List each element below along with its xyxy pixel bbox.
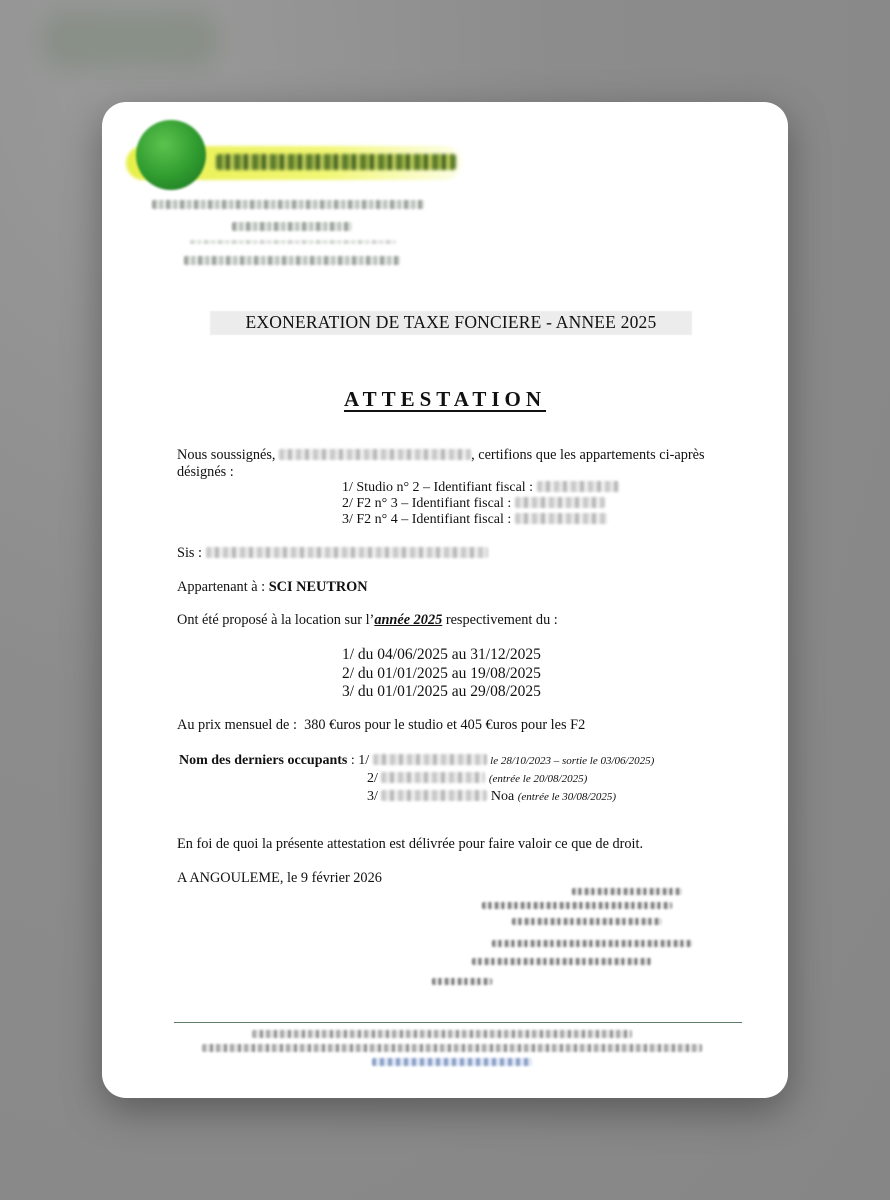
signature-stamp xyxy=(432,882,692,992)
occupant-note: (entrée le 30/08/2025) xyxy=(517,791,617,803)
letterhead-phone-line xyxy=(232,222,352,231)
rental-line xyxy=(177,612,558,629)
address-line xyxy=(177,545,488,562)
occupant-row-3 xyxy=(367,788,616,806)
rental-periods xyxy=(342,646,541,702)
occupant-row-1 xyxy=(179,752,654,770)
stamp-line xyxy=(492,940,692,947)
stamp-line xyxy=(512,918,662,925)
document-title: EXONERATION DE TAXE FONCIERE - ANNEE 2025 xyxy=(245,312,657,332)
unit-item xyxy=(342,496,619,512)
letterhead-email-line xyxy=(184,256,400,265)
occupant-note: le 28/10/2023 – sortie le 03/06/2025) xyxy=(490,755,655,767)
stamp-line xyxy=(572,888,682,895)
unit-list xyxy=(342,480,619,528)
intro-paragraph xyxy=(177,447,737,464)
occupant-note: (entrée le 20/08/2025) xyxy=(488,773,588,785)
unit-label: 2/ F2 n° 3 – Identifiant fiscal : xyxy=(342,496,512,511)
occupant-number: 2/ xyxy=(367,771,378,786)
place-and-date: A ANGOULEME, le 9 février 2026 xyxy=(177,870,382,886)
logo-wordmark xyxy=(216,154,456,170)
document-page xyxy=(102,102,788,1098)
unit-label: 1/ Studio n° 2 – Identifiant fiscal : xyxy=(342,480,534,495)
address-label: Sis : xyxy=(177,545,203,561)
price-line xyxy=(177,717,585,734)
redacted-fiscal-id xyxy=(515,513,607,524)
period-item: 2/ du 01/01/2025 au 19/08/2025 xyxy=(342,664,541,682)
letterhead-divider xyxy=(190,240,396,244)
unit-item xyxy=(342,512,619,528)
occupants-label: Nom des derniers occupants xyxy=(179,753,348,768)
unit-label: 3/ F2 n° 4 – Identifiant fiscal : xyxy=(342,512,512,527)
owner-label: Appartenant à : xyxy=(177,579,266,595)
stamp-line xyxy=(472,958,652,965)
price-value: 380 €uros pour le studio et 405 €uros pour les F2 xyxy=(304,717,586,733)
rental-year: année 2025 xyxy=(374,612,443,628)
attestation-heading xyxy=(102,387,788,412)
occupant-row-2 xyxy=(367,770,587,788)
redacted-occupant-name xyxy=(381,772,485,783)
intro-suffix: , certifions que les appartements ci-après xyxy=(471,447,705,463)
occupant-number: 1/ xyxy=(358,753,370,768)
intro-line-2: désignés : xyxy=(177,464,234,480)
footer-link xyxy=(372,1058,532,1066)
occupant-visible-name: Noa xyxy=(490,789,515,804)
company-logo xyxy=(126,120,466,190)
period-item: 3/ du 01/01/2025 au 29/08/2025 xyxy=(342,683,541,700)
redacted-fiscal-id xyxy=(537,481,619,492)
redacted-company-name xyxy=(279,449,471,460)
occupant-number: 3/ xyxy=(367,789,378,804)
closing-statement: En foi de quoi la présente attestation est délivrée pour faire valoir ce que de droit. xyxy=(177,836,644,852)
unit-item xyxy=(342,480,619,496)
redacted-fiscal-id xyxy=(515,497,605,508)
price-label: Au prix mensuel de : xyxy=(177,717,297,733)
attestation-heading-text: ATTESTATION xyxy=(343,387,547,411)
footer-line xyxy=(202,1044,702,1052)
redacted-occupant-name xyxy=(381,790,487,801)
rental-prefix: Ont été proposé à la location sur l’ xyxy=(177,612,375,628)
period-item: 1/ du 04/06/2025 au 31/12/2025 xyxy=(342,646,541,663)
stamp-line xyxy=(482,902,672,909)
redacted-address xyxy=(206,547,488,558)
letterhead-address-line xyxy=(152,200,424,209)
signature-stroke xyxy=(432,978,492,985)
rental-suffix: respectivement du : xyxy=(442,612,558,628)
owner-value: SCI NEUTRON xyxy=(268,579,368,595)
owner-line xyxy=(177,579,368,596)
footer-divider xyxy=(174,1022,742,1023)
background-blur-shape xyxy=(40,10,220,70)
footer-line xyxy=(252,1030,632,1038)
redacted-occupant-name xyxy=(373,754,487,765)
occupants-colon: : xyxy=(347,753,359,768)
logo-emblem-icon xyxy=(136,120,206,190)
intro-prefix: Nous soussignés, xyxy=(177,447,276,463)
